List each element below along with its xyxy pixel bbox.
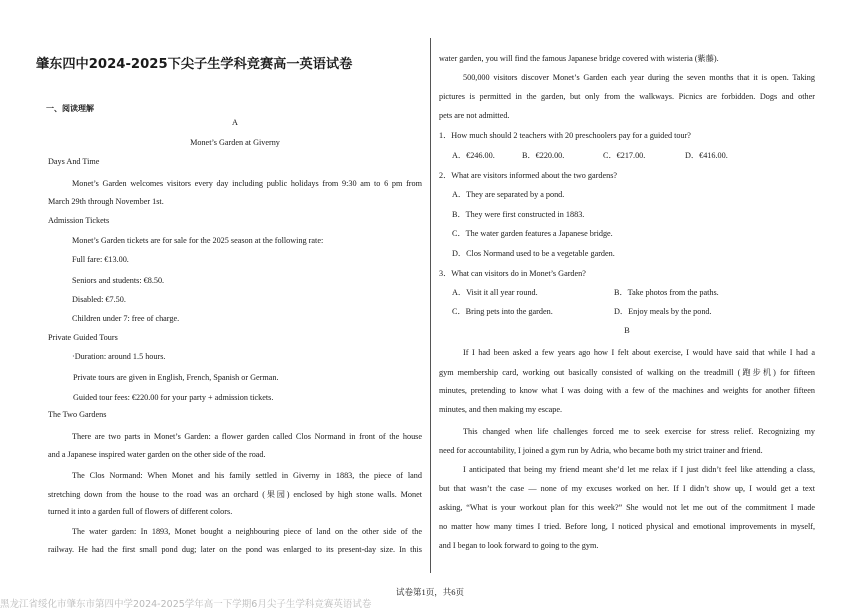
water-line-3: water garden, you will find the famous Japanese bridge covered with wisteria (紫藤). — [439, 54, 719, 63]
tour-fees: Guided tour fees: €220.00 for your party + admission tickets. — [73, 393, 274, 402]
price-disabled: Disabled: €7.50. — [72, 295, 126, 304]
price-seniors: Seniors and students: €8.50. — [72, 276, 165, 285]
question-3-stem: 3．What can visitors do in Monet’s Garden? — [439, 269, 586, 278]
passage-b-p3-line-5: and I began to look forward to going to the gym. — [439, 541, 599, 550]
days-heading: Days And Time — [48, 157, 100, 166]
passage-a-letter: A — [232, 118, 238, 127]
gardens-line-1: There are two parts in Monet’s Garden: a flower garden called Clos Normand in front of the house — [72, 432, 422, 441]
passage-b-p3-line-4: no matter how many times I tried. Before long, I noticed physical and emotional improvements in myself, — [439, 522, 815, 531]
price-children: Children under 7: free of charge. — [72, 314, 180, 323]
question-2-option-c[interactable]: C．The water garden features a Japanese bridge. — [452, 229, 613, 238]
exam-title: 肇东四中2024-2025下尖子生学科竞赛高一英语试卷 — [36, 57, 353, 72]
tours-heading: Private Guided Tours — [48, 333, 118, 342]
question-2-option-d[interactable]: D．Clos Normand used to be a vegetable garden. — [452, 249, 615, 258]
price-full-fare: Full fare: €13.00. — [72, 255, 129, 264]
passage-b-p1-line-3: minutes, pretending to know what I was doing with a few of the machines and weights for another fifteen — [439, 386, 815, 395]
question-1-option-a[interactable]: A．€246.00. — [452, 151, 495, 160]
tour-languages: Private tours are given in English, French, Spanish or German. — [73, 373, 279, 382]
days-text-line-2: March 29th through November 1st. — [48, 197, 164, 206]
gardens-line-2: and a Japanese inspired water garden on the other side of the road. — [48, 450, 266, 459]
page-footer: 试卷第1页，共6页 — [395, 587, 464, 597]
question-1-option-b[interactable]: B．€220.00. — [522, 151, 565, 160]
question-3-option-c[interactable]: C．Bring pets into the garden. — [452, 307, 553, 316]
question-1-option-c[interactable]: C．€217.00. — [603, 151, 646, 160]
tour-duration: ·Duration: around 1.5 hours. — [72, 352, 166, 361]
passage-b-letter: B — [624, 326, 630, 335]
source-watermark: 黑龙江省绥化市肇东市第四中学2024-2025学年高一下学期6月尖子生学科竞赛英语试卷 — [0, 599, 372, 610]
question-3-option-d[interactable]: D．Enjoy meals by the pond. — [614, 307, 712, 316]
passage-b-p1-line-4: minutes, and then making my escape. — [439, 405, 563, 414]
passage-b-p2-line-1: This changed when life challenges forced me to seek exercise for stress relief. Recognizing my — [463, 427, 815, 436]
gardens-heading: The Two Gardens — [48, 410, 107, 419]
water-line-1: The water garden: In 1893, Monet bought a neighbouring piece of land on the other side of the — [72, 527, 422, 536]
water-line-2: railway. He had the first small pond dug; later on the pond was enlarged to its present-day size. In this — [48, 545, 422, 554]
passage-b-p1-line-1: If I had been asked a few years ago how I felt about exercise, I would have said that while I had a — [463, 348, 815, 357]
question-2-option-b[interactable]: B．They were first constructed in 1883. — [452, 210, 585, 219]
visitors-line-3: pets are not admitted. — [439, 111, 510, 120]
visitors-line-2: pictures is permitted in the garden, but only from the walkways. Picnics are forbidden. Dogs and other — [439, 92, 815, 101]
clos-line-1: The Clos Normand: When Monet and his family settled in Giverny in 1883, the piece of land — [72, 471, 422, 480]
question-1-stem: 1．How much should 2 teachers with 20 preschoolers pay for a guided tour? — [439, 131, 691, 140]
question-3-option-b[interactable]: B．Take photos from the paths. — [614, 288, 719, 297]
column-divider — [430, 38, 431, 573]
days-text-line-1: Monet’s Garden welcomes visitors every day including public holidays from 9:30 am to 6 pm from — [72, 179, 422, 188]
visitors-line-1: 500,000 visitors discover Monet’s Garden each year during the seven months that it is open. Taking — [463, 73, 815, 82]
clos-line-2: stretching down from the house to the road was an orchard (果园) enclosed by high stone walls. Monet — [48, 490, 422, 499]
passage-b-p3-line-3: asking, “What is your workout plan for this week?” She would not let me out of the commitment I made — [439, 503, 815, 512]
question-1-option-d[interactable]: D．€416.00. — [685, 151, 728, 160]
passage-a-heading: Monet’s Garden at Giverny — [190, 138, 280, 147]
tickets-text: Monet’s Garden tickets are for sale for the 2025 season at the following rate: — [72, 236, 324, 245]
question-3-option-a[interactable]: A．Visit it all year round. — [452, 288, 538, 297]
tickets-heading: Admission Tickets — [48, 216, 110, 225]
question-2-option-a[interactable]: A．They are separated by a pond. — [452, 190, 565, 199]
clos-line-3: turned it into a garden full of flowers of different colors. — [48, 507, 233, 516]
passage-b-p3-line-2: but that wasn’t the case — none of my excuses worked on her. If I didn’t show up, I would get a text — [439, 484, 815, 493]
section-heading: 一、阅读理解 — [46, 104, 94, 113]
passage-b-p2-line-2: need for accountability, I joined a gym run by Adria, who became both my strict trainer and friend. — [439, 446, 763, 455]
question-2-stem: 2．What are visitors informed about the two gardens? — [439, 171, 618, 180]
passage-b-p1-line-2: gym membership card, working out basically consisted of walking on the treadmill (跑步机) for fifteen — [439, 368, 815, 377]
passage-b-p3-line-1: I anticipated that being my friend meant she’d let me relax if I just didn’t feel like attending a class, — [463, 465, 815, 474]
